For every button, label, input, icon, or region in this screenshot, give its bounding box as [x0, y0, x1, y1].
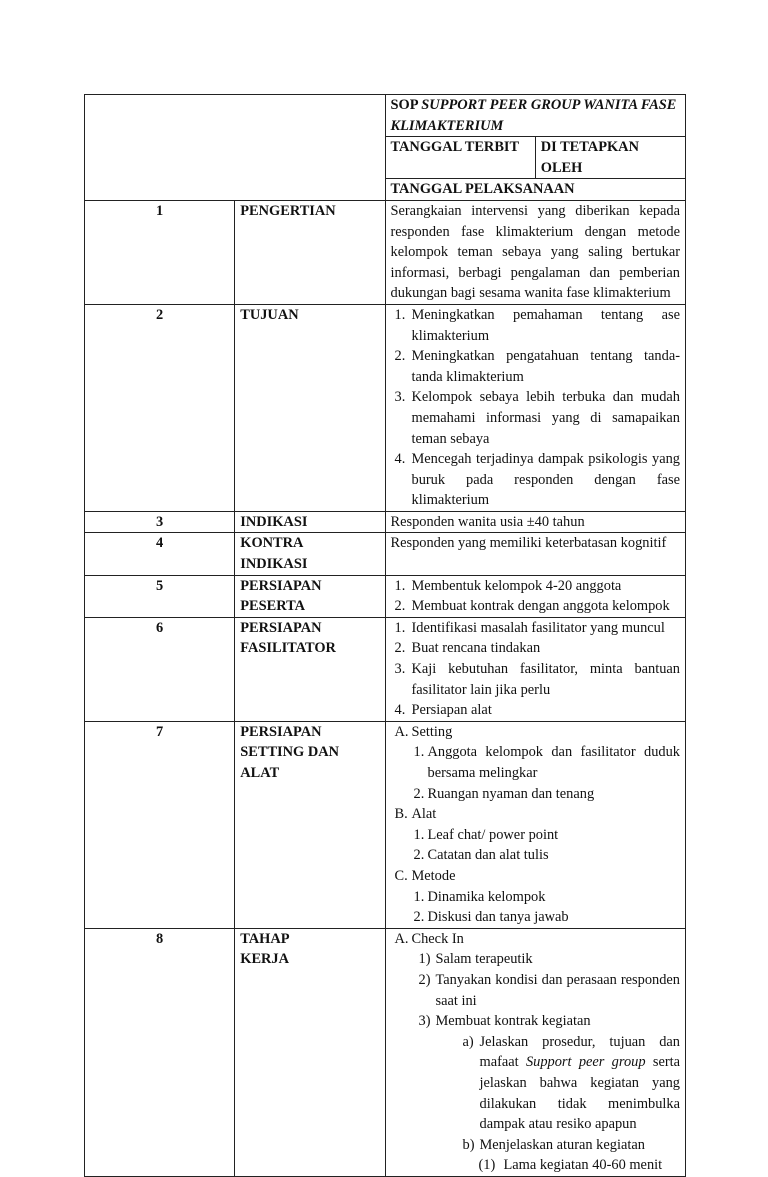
list-item-text: Membuat kontrak dengan anggota kelompok — [411, 598, 670, 615]
list-item — [391, 596, 681, 617]
list-item-text: Dinamika kelompok — [427, 888, 546, 905]
list-marker: 2) — [418, 971, 431, 988]
row-kontra-indikasi — [85, 533, 686, 575]
title-prefix: SOP — [390, 97, 422, 113]
row-number: 6 — [85, 617, 235, 721]
ditetapkan-oleh-cell: DI TETAPKAN OLEH — [535, 137, 685, 179]
label-line: PERSIAPAN — [240, 619, 322, 636]
section-marker: C. — [394, 867, 408, 884]
row-pengertian — [85, 200, 686, 304]
list-marker: 2. — [413, 909, 425, 926]
list-item-text: Anggota kelompok dan fasilitator duduk bersama melingkar — [427, 744, 680, 781]
list-marker: 1. — [413, 744, 425, 761]
list-marker: 1) — [418, 951, 431, 968]
section-marker: A. — [394, 930, 409, 947]
list-marker: 1. — [413, 826, 425, 843]
label-line: PERSIAPAN — [240, 577, 322, 594]
label-line: FASILITATOR — [240, 640, 336, 657]
list-item — [459, 1135, 681, 1156]
list-marker: 4. — [394, 451, 406, 468]
section-heading — [391, 804, 681, 825]
list-marker: 2. — [394, 598, 406, 615]
row-persiapan-peserta — [85, 575, 686, 617]
list-item-text: Diskusi dan tanya jawab — [427, 909, 569, 926]
row-label — [235, 721, 385, 928]
row-label — [235, 575, 385, 617]
list-marker: 3. — [394, 661, 406, 678]
header-blank-cell — [85, 95, 386, 201]
tanggal-pelaksanaan-cell: TANGGAL PELAKSANAAN — [385, 179, 686, 201]
list-item — [411, 784, 681, 805]
row-tujuan — [85, 304, 686, 511]
list-item-text: Ruangan nyaman dan tenang — [427, 785, 595, 802]
list-marker: b) — [462, 1136, 475, 1153]
sop-table — [84, 94, 686, 1177]
list-marker: 2. — [413, 847, 425, 864]
list-item-text: Tanyakan kondisi dan perasaan responden saat ini — [435, 971, 680, 1009]
label-line: PESERTA — [240, 598, 306, 615]
list-item — [391, 618, 681, 639]
list-item-text: Leaf chat/ power point — [427, 826, 559, 843]
list-marker: 1. — [394, 306, 406, 323]
section-heading — [391, 929, 681, 950]
list-item — [391, 449, 681, 511]
list-marker: 4. — [394, 702, 406, 719]
label-line: PERSIAPAN — [240, 723, 322, 740]
label-line: INDIKASI — [240, 556, 308, 573]
row-number: 1 — [85, 200, 235, 304]
row-number: 7 — [85, 721, 235, 928]
list-marker: 2. — [394, 348, 406, 365]
list-item — [391, 576, 681, 597]
list-marker: 3. — [394, 389, 406, 406]
row-number: 3 — [85, 511, 235, 533]
section-text: Metode — [411, 867, 456, 884]
list-item — [391, 346, 681, 387]
list-marker: a) — [462, 1033, 474, 1050]
section-heading — [391, 866, 681, 887]
list-item — [411, 825, 681, 846]
list-item — [411, 907, 681, 928]
title-italic: SUPPORT PEER GROUP WANITA FASE KLIMAKTERIUM — [390, 97, 677, 134]
persiapan-fasilitator-list — [385, 617, 686, 721]
label-line: KONTRA — [240, 535, 304, 552]
section-heading — [391, 722, 681, 743]
row-persiapan-fasilitator — [85, 617, 686, 721]
list-item — [391, 387, 681, 449]
row-label: PENGERTIAN — [235, 200, 385, 304]
list-item — [411, 845, 681, 866]
list-item-text: Menjelaskan aturan kegiatan — [479, 1136, 645, 1153]
tahap-kerja-list — [385, 928, 686, 1176]
list-item-text: Lama kegiatan 40-60 menit — [503, 1157, 663, 1174]
row-label — [235, 617, 385, 721]
row-number: 8 — [85, 928, 235, 1176]
list-item-text: Salam terapeutik — [435, 951, 533, 968]
header-row-title — [85, 95, 686, 137]
list-item — [459, 1155, 681, 1176]
list-item-text: Membentuk kelompok 4-20 anggota — [411, 577, 622, 594]
kontra-indikasi-text: Responden yang memiliki keterbatasan kognitif — [385, 533, 686, 575]
list-marker: 1. — [394, 577, 406, 594]
list-item — [459, 1032, 681, 1135]
row-number: 4 — [85, 533, 235, 575]
row-number: 5 — [85, 575, 235, 617]
list-item-text: Mencegah terjadinya dampak psikologis yang buruk pada responden dengan fase klimakterium — [411, 451, 680, 509]
list-item-text: Meningkatkan pengatahuan tentang tanda-tanda klimakterium — [411, 348, 680, 385]
list-marker: 3) — [418, 1013, 431, 1030]
row-label — [235, 928, 385, 1176]
list-item — [415, 1011, 681, 1032]
tujuan-list — [385, 304, 686, 511]
row-indikasi — [85, 511, 686, 533]
label-line: KERJA — [240, 951, 290, 968]
list-marker: (1) — [478, 1157, 496, 1174]
list-item-text: serta jelaskan bahwa kegiatan yang dilakukan tidak menimbulka dampak atau resiko apapun — [479, 1054, 681, 1133]
label-line: TAHAP — [240, 930, 290, 947]
list-item — [391, 700, 681, 721]
list-marker: 2. — [394, 640, 406, 657]
list-item — [411, 887, 681, 908]
list-item-text: Kaji kebutuhan fasilitator, minta bantuan fasilitator lain jika perlu — [411, 661, 680, 698]
row-persiapan-setting-alat — [85, 721, 686, 928]
list-marker: 1. — [394, 619, 406, 636]
list-item — [391, 638, 681, 659]
sop-title — [385, 95, 686, 137]
row-label: TUJUAN — [235, 304, 385, 511]
row-number: 2 — [85, 304, 235, 511]
section-marker: A. — [394, 723, 409, 740]
list-item — [391, 659, 681, 700]
label-line: ALAT — [240, 765, 280, 781]
list-item-text: Membuat kontrak kegiatan — [435, 1013, 591, 1030]
list-item — [411, 742, 681, 783]
list-item — [391, 305, 681, 346]
list-item-text: Jelaskan prosedur, tujuan dan mafaat — [479, 1033, 680, 1071]
list-item-text: Kelompok sebaya lebih terbuka dan mudah memahami informasi yang di samapaikan teman sebaya — [411, 389, 680, 447]
list-item-text: Meningkatkan pemahaman tentang ase klimakterium — [411, 306, 680, 344]
pengertian-text: Serangkaian intervensi yang diberikan kepada responden fase klimakterium dengan metode kelompok teman sebaya yang saling bertukar informasi, berbagi pengalaman dan pemberian dukungan bagi sesama wanita fase klimakterium — [385, 200, 686, 304]
row-label: INDIKASI — [235, 511, 385, 533]
section-marker: B. — [394, 806, 408, 823]
list-item — [415, 970, 681, 1011]
list-item-text: Catatan dan alat tulis — [427, 847, 549, 864]
setting-alat-list — [385, 721, 686, 928]
indikasi-text: Responden wanita usia ±40 tahun — [385, 511, 686, 533]
label-line: SETTING DAN — [240, 744, 340, 761]
italic-text: Support peer group — [525, 1054, 646, 1071]
row-tahap-kerja — [85, 928, 686, 1176]
persiapan-peserta-list — [385, 575, 686, 617]
section-text: Setting — [411, 723, 453, 740]
list-marker: 1. — [413, 888, 425, 905]
list-item — [415, 949, 681, 970]
tanggal-terbit-cell: TANGGAL TERBIT — [385, 137, 535, 179]
list-item-text: Buat rencana tindakan — [411, 640, 541, 657]
section-text: Alat — [411, 806, 437, 823]
section-text: Check In — [411, 930, 464, 947]
row-label — [235, 533, 385, 575]
list-marker: 2. — [413, 785, 425, 802]
list-item-text: Persiapan alat — [411, 702, 492, 719]
list-item-text: Identifikasi masalah fasilitator yang muncul — [411, 619, 665, 636]
